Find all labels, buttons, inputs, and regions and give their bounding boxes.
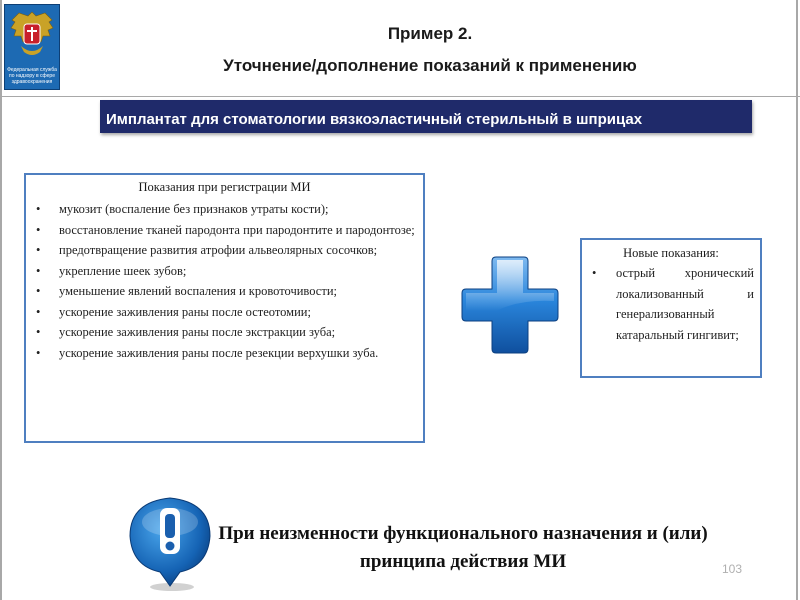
list-item-text: ускорение заживления раны после экстракции зуба;: [59, 325, 336, 339]
logo: [4, 4, 60, 90]
list-item: [582, 263, 760, 345]
list-item-text: ускорение заживления раны после остеотомии;: [59, 304, 311, 319]
bullet-icon: •: [592, 266, 597, 280]
new-indications-heading: Новые показания:: [623, 246, 719, 260]
new-indications-box: [580, 238, 762, 378]
list-item: [26, 199, 423, 220]
bullet-icon: •: [36, 243, 41, 257]
list-item-text: уменьшение явлений воспаления и кровоточивости;: [59, 284, 337, 298]
plus-icon: [460, 253, 560, 357]
product-banner-text: Имплантат для стоматологии вязкоэластичный стерильный в шприцах: [106, 111, 643, 128]
registered-indications-heading: Показания при регистрации МИ: [138, 180, 311, 194]
bullet-icon: •: [36, 325, 41, 339]
list-item-text: острый хронический локализованный и генерализованный катаральный гингивит;: [616, 266, 754, 342]
logo-org-text: Федеральная служба по надзору в сфере здравоохранения: [7, 67, 57, 85]
list-item: [26, 240, 423, 261]
bullet-icon: •: [36, 345, 41, 360]
bottom-statement: При неизменности функционального назначения и (или) принципа действия МИ: [218, 523, 708, 572]
header-divider: [0, 96, 800, 97]
list-item-text: предотвращение развития атрофии альвеолярных сосочков;: [59, 243, 378, 257]
list-item: [26, 281, 423, 302]
bullet-icon: •: [36, 263, 41, 278]
list-item-text: восстановление тканей пародонта при пародонтите и пародонтозе;: [59, 222, 415, 237]
page-subtitle: Уточнение/дополнение показаний к применению: [223, 56, 637, 75]
exclamation-icon: [122, 488, 218, 594]
list-item: [26, 322, 423, 343]
list-item: [26, 220, 423, 241]
emblem-icon: [9, 8, 55, 64]
bullet-icon: •: [36, 202, 41, 216]
list-item: [26, 261, 423, 282]
list-item: [26, 302, 423, 323]
bullet-icon: •: [36, 304, 41, 319]
list-item-text: мукозит (воспаление без признаков утраты кости);: [59, 202, 329, 216]
new-indications-list: [582, 263, 760, 345]
bullet-icon: •: [36, 222, 41, 237]
page-number: 103: [722, 562, 743, 576]
frame-right-border: [796, 0, 798, 600]
list-item: [26, 343, 423, 364]
page-title: Пример 2.: [387, 24, 473, 43]
bullet-icon: •: [36, 284, 41, 298]
registered-indications-list: [26, 199, 423, 363]
frame-left-border: [0, 0, 2, 600]
list-item-text: укрепление шеек зубов;: [59, 263, 187, 278]
registered-indications-box: [24, 173, 425, 443]
list-item-text: ускорение заживления раны после резекции верхушки зуба.: [59, 345, 379, 360]
